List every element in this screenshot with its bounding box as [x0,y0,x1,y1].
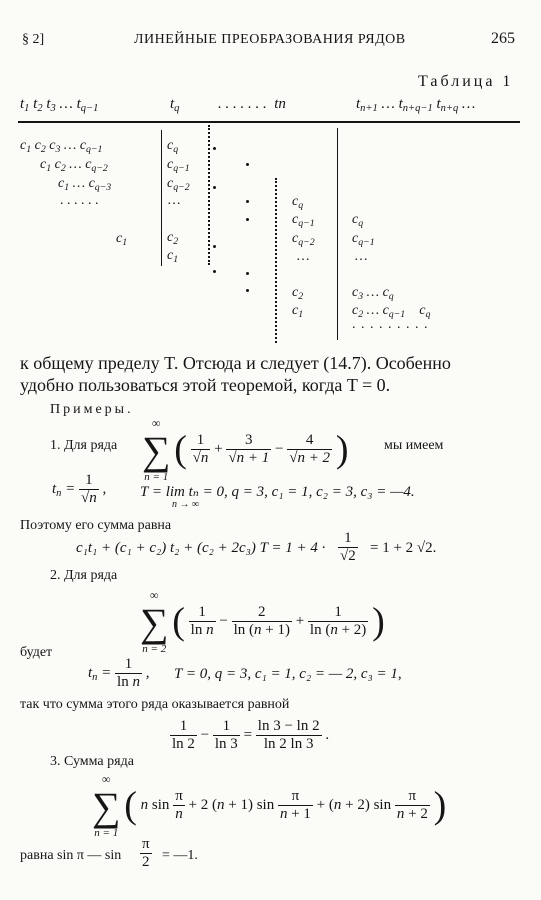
table-coln-6: $c_1$ [292,303,304,320]
example-3-result: равна sin π — sin [20,848,122,863]
example-1-sum-fraction: $\frac{1}{√2}$ [340,530,356,564]
table-vline-dotted-2 [275,178,277,343]
table-colq-2: $c_{q-1}$ [167,157,190,174]
example-2-series: ∞ ∑ n = 2 ( $\frac{1}{\text{ln n}}$ − $\frac{2}{\ln (n + 1)}$ + $\frac{1}{\ln (n + 2)}$ ) [140,588,385,655]
paragraph-line-2: удобно пользоваться этой теоремой, когда T = 0. [20,375,391,395]
table-coln-3: $c_{q-2}$ [292,231,315,248]
example-3-result-fraction: $\frac{\pi}{2}$ [142,836,150,870]
example-1-series: ∞ ∑ n = 1 ( $\frac{1}{√n}$ + $\frac{3}{√n + 1}$ − $\frac{4}{√n + 2}$ ) [142,416,349,483]
section-marker: § 2] [22,32,45,47]
table-caption: Таблица 1 [418,73,514,90]
example-1-tn: $t_n$ = $\frac{1}{√n}$ , [52,472,107,506]
table-row-left-2: $c_1$ $c_2$ … $c_{q-2}$ [40,157,108,174]
table-colr-5: $c_2$ … $c_{q-1}$ $c_q$ [352,303,431,320]
table-dot [213,270,216,273]
example-1-sum-intro: Поэтому его сумма равна [20,518,172,533]
table-colr-2: $c_{q-1}$ [352,231,375,248]
examples-heading: Примеры. [50,402,134,417]
running-title: ЛИНЕЙНЫЕ ПРЕОБРАЗОВАНИЯ РЯДОВ [134,32,406,47]
example-3-result-tail: = —1. [162,848,198,863]
table-colr-3: … [354,249,368,264]
paragraph-line-1: к общему пределу T. Отсюда и следует (14.7). Особенно [20,353,451,373]
table-col-head-3: . . . . . . . tn [218,96,286,112]
table-colq-4: … [167,193,181,208]
table-col-head-1: $t_1$ $t_2$ $t_3$ … $t_{q-1}$ [20,96,99,115]
table-rule [18,121,520,123]
table-colq-7: $c_1$ [167,248,179,265]
example-3-series: ∞ ∑ n = 1 ( n sin $\frac{\pi}{n}$ + 2 (n + 1) sin $\frac{\pi}{n + 1}$ + (n + 2) sin $\frac{\pi}{n + 2}$ ) [92,772,447,839]
example-2-label: 2. Для ряда [50,568,118,583]
table-row-left-4: . . . . . . [60,193,99,208]
table-coln-5: $c_2$ [292,285,304,302]
example-1-limit-sub: n → ∞ [172,499,200,510]
table-vline-dotted-1 [208,125,210,265]
table-row-left-3: $c_1$ … $c_{q-3}$ [58,176,112,193]
table-vline-left [161,130,162,266]
table-row-left-1: $c_1$ $c_2$ $c_3$ … $c_{q-1}$ [20,138,103,155]
example-1-label: 1. Для ряда [50,438,118,453]
table-dot [246,163,249,166]
example-1-sum: c₁t₁ + (c₁ + c₂) t₂ + (c₂ + 2c₃) T = 1 + 4 · [76,540,326,556]
table-colr-1: $c_q$ [352,212,364,229]
table-dot [246,289,249,292]
example-1-tail: мы имеем [384,438,444,453]
table-coln-4: … [296,249,310,264]
table-colq-3: $c_{q-2}$ [167,176,190,193]
table-colq-1: $c_q$ [167,138,179,155]
table-dot [246,200,249,203]
example-1-values: T = lim tₙ = 0, q = 3, c₁ = 1, c₂ = 3, c₃ = —4. [140,484,415,500]
table-col-head-4: $t_{n+1}$ … $t_{n+q-1}$ $t_{n+q}$ … [356,96,476,115]
example-1-sum-result: = 1 + 2 √2. [370,540,437,556]
example-2-values: T = 0, q = 3, c₁ = 1, c₂ = — 2, c₃ = 1, [174,666,402,682]
table-col-head-2: $t_q$ [170,96,180,115]
table-colr-4: $c_3$ … $c_q$ [352,285,394,302]
table-dot [213,245,216,248]
table-dot [213,186,216,189]
example-2-conclusion: так что сумма этого ряда оказывается равной [20,697,290,712]
table-colr-6: . . . . . . . . . [352,317,429,332]
page-number: 265 [491,30,515,47]
table-dot [246,272,249,275]
example-2-tn: $t_n$ = $\frac{1}{\text{ln n}}$ , [88,656,150,690]
example-2-budet: будет [20,645,53,660]
table-row-left-6: $c_1$ [116,231,128,248]
example-3-label: 3. Сумма ряда [50,754,134,769]
table-vline-right [337,128,338,340]
table-coln-2: $c_{q-1}$ [292,212,315,229]
table-dot [246,218,249,221]
example-2-result: $\frac{1}{\ln 2}$ − $\frac{1}{\ln 3}$ = $\frac{\ln 3 - \ln 2}{\ln 2 \ln 3}$ . [172,718,330,752]
table-dot [213,147,216,150]
table-coln-1: $c_q$ [292,194,304,211]
table-colq-6: $c_2$ [167,230,179,247]
